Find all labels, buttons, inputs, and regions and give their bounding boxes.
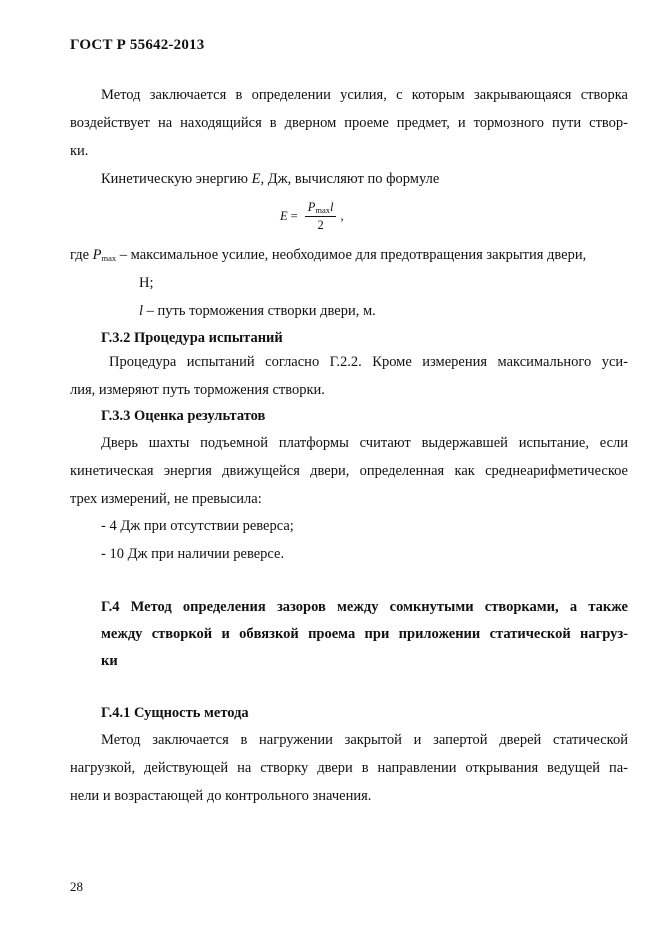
where-lead: где (70, 247, 93, 263)
formula-num-var2: l (329, 199, 334, 214)
p2-pre: Кинетическую энергию (101, 171, 252, 187)
p2-var-e: E (251, 171, 261, 187)
page-number: 28 (70, 879, 83, 894)
g333-list-item-1: - 4 Дж при отсутствии реверса; (101, 518, 294, 534)
where-text-l: – путь торможения створки двери, м. (143, 303, 376, 319)
g333-line-1: Дверь шахты подъемной платформы считают выдержавшей испытание, если (101, 435, 628, 451)
formula-denominator: 2 (317, 217, 324, 232)
energy-formula (280, 196, 344, 236)
p1-line-2: воздействует на находящийся в дверном проеме предмет, и тормозного пути створ- (70, 115, 628, 131)
g41-line-1: Метод заключается в нагружении закрытой и запертой дверей статической (101, 732, 628, 748)
formula-tail: , (340, 208, 344, 223)
formula-num-var: P (307, 199, 316, 214)
where-var-l: l (139, 303, 144, 319)
g333-line-2: кинетическая энергия движущейся двери, определенная как среднеарифметическое (70, 463, 628, 479)
where-var-p: P (92, 247, 102, 263)
g332-line-1: Процедура испытаний согласно Г.2.2. Кроме измерения максимального уси- (109, 354, 628, 370)
heading-g4-line-3: ки (101, 653, 118, 669)
g41-line-2: нагрузкой, действующей на створку двери в направлении открывания ведущей па- (70, 760, 628, 776)
p1-line-1: Метод заключается в определении усилия, с которым закрывающаяся створка (101, 87, 628, 103)
formula-fraction (305, 200, 337, 233)
where-line-p (70, 246, 586, 267)
g41-line-3: нели и возрастающей до контрольного значения. (70, 788, 372, 804)
g333-line-3: трех измерений, не превысила: (70, 491, 262, 507)
p2-line (101, 170, 439, 188)
heading-g4-line-1: Г.4 Метод определения зазоров между сомкнутыми створками, а также (101, 599, 628, 615)
formula-eq: = (290, 208, 298, 223)
g332-line-2: лия, измеряют путь торможения створки. (70, 382, 325, 398)
where-text: – максимальное усилие, необходимое для предотвращения закрытия двери, (116, 247, 587, 263)
where-line-l (139, 302, 376, 320)
heading-g41: Г.4.1 Сущность метода (101, 705, 249, 721)
where-unit: Н; (139, 275, 154, 291)
p2-post: , Дж, вычисляют по формуле (260, 171, 440, 187)
heading-g4-line-2: между створкой и обвязкой проема при приложении статической нагруз- (101, 626, 628, 642)
where-var-p-sub: max (101, 253, 117, 263)
heading-g333: Г.3.3 Оценка результатов (101, 408, 266, 424)
heading-g332: Г.3.2 Процедура испытаний (101, 330, 283, 346)
p1-line-3: ки. (70, 143, 89, 159)
formula-numerator (305, 200, 337, 217)
standard-header: ГОСТ Р 55642-2013 (70, 37, 205, 53)
formula-num-sub: max (315, 204, 330, 215)
formula-lhs: E (280, 208, 288, 223)
g333-list-item-2: - 10 Дж при наличии реверсе. (101, 546, 285, 562)
